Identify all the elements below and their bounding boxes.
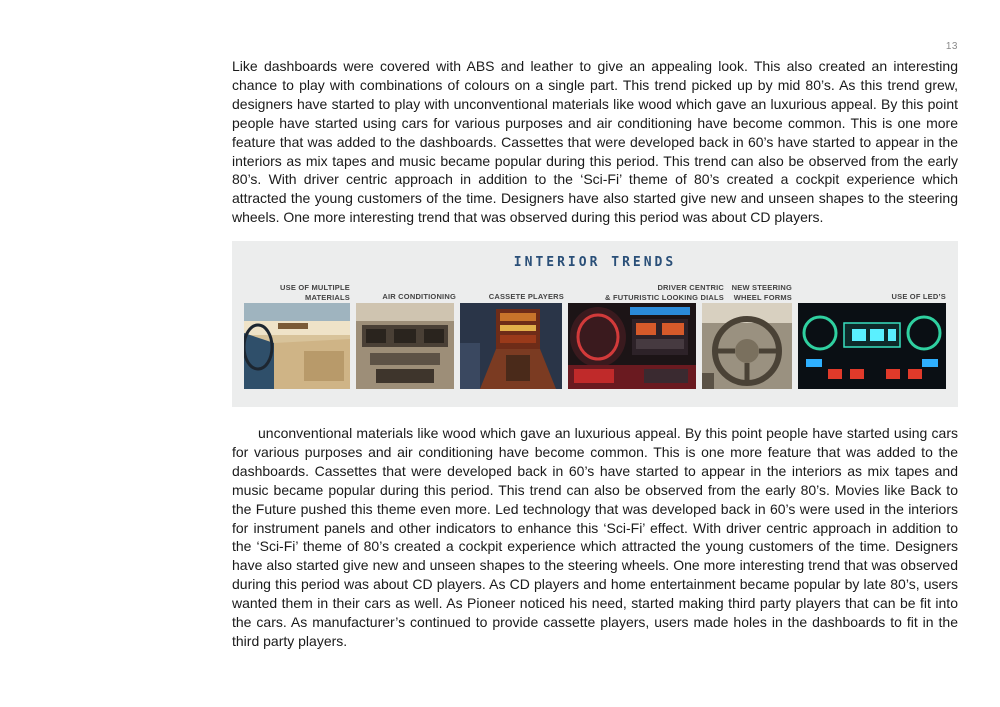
label-steering-wheel: NEW STEERING WHEEL FORMS — [731, 283, 792, 302]
body-paragraph-2: unconventional materials like wood which gave an luxurious appeal. By this point people have started using cars for various purposes and air conditioning have become common. This is one more feature that was added to the dashboards. Cassettes that were developed back in 60’s have started to appear in the interiors as mix tapes and music became popular during this period. This trend can also be observed from the early 80’s. Movies like Back to the Future pushed this theme even more. Led technology that was developed back in 60’s were used in the interiors for instrument panels and other indicators to enhance this ‘Sci-Fi’ effect. With driver centric approach in addition to the ‘Sci-Fi’ theme of 80’s created a cockpit experience which attracted the young customers of the time. Designers have also started give new and unseen shapes to the steering wheels. One more interesting trend that was observed during this period was about CD players. As CD players and home entertainment became popular by late 80’s, users wanted them in their cars as well. As Pioneer noticed his need, started making third party players that can be fit into the cars. As manufacturer’s continued to provide cassette players, users made holes in the dashboards to fit in the third party players. — [232, 425, 958, 649]
label-air-conditioning: AIR CONDITIONING — [382, 292, 456, 301]
label-leds: USE OF LED’S — [891, 292, 946, 301]
photo-driver-centric — [568, 303, 696, 389]
label-cassette-players: CASSETE PLAYERS — [488, 292, 564, 301]
photo-multiple-materials — [244, 303, 350, 389]
label-multiple-materials: USE OF MULTIPLE MATERIALS — [280, 283, 350, 302]
photo-cassette-players — [460, 303, 562, 389]
photo-leds — [798, 303, 946, 389]
interior-trends-figure — [232, 241, 958, 407]
page-number: 13 — [945, 41, 958, 52]
body-paragraph-1: Like dashboards were covered with ABS and leather to give an appealing look. This also created an interesting chance to play with combinations of colours on a single part. This trend picked up by mid 80’s. As this trend grew, designers have started to play with unconventional materials like wood which gave an luxurious appeal. By this point people have started using cars for various purposes and air conditioning have become common. This is one more feature that was added to the dashboards. Cassettes that were developed back in 60’s have started to appear in the interiors as mix tapes and music became popular during this period. This trend can also be observed from the early 80’s. With driver centric approach in addition to the ‘Sci-Fi’ theme of 80’s created a cockpit experience which attracted the young customers of the time. Designers have also started give new and unseen shapes to the steering wheels. One more interesting trend that was observed during this period was about CD players. — [232, 58, 958, 226]
label-driver-centric: DRIVER CENTRIC & FUTURISTIC LOOKING DIALS — [605, 283, 724, 302]
figure-title: INTERIOR TRENDS — [513, 255, 677, 270]
photo-steering-wheel — [702, 303, 792, 389]
photo-air-conditioning — [356, 303, 454, 389]
